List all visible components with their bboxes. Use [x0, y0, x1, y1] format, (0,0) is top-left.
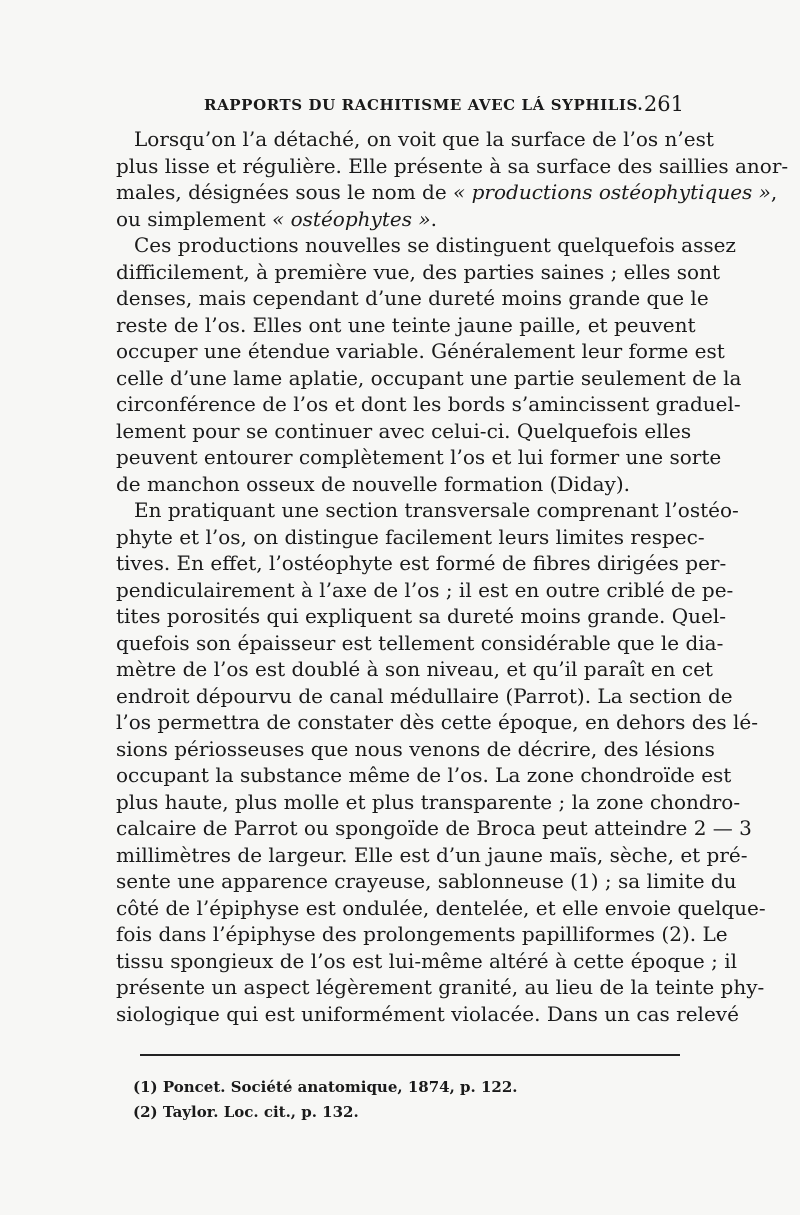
- paragraph-3-line: mètre de l’os est doublé à son niveau, et qu’il paraît en cet: [116, 657, 713, 681]
- paragraph-2-line: lement pour se continuer avec celui-ci. Quelquefois elles: [116, 418, 692, 443]
- osteophytes-term: « ostéophytes »: [272, 206, 431, 231]
- body-text: [116, 126, 789, 1027]
- paragraph-3-line: endroit dépourvu de canal médullaire (Parrot). La section de: [116, 683, 733, 708]
- paragraph-3-line: l’os permettra de constater dès cette époque, en dehors des lé-: [116, 710, 759, 734]
- page-number: 261: [643, 92, 684, 116]
- paragraph-1-line-4: [116, 206, 684, 233]
- footnote-1: (1) Poncet. Société anatomique, 1874, p. 122.: [133, 1078, 518, 1096]
- paragraph-1-line-2: plus lisse et régulière. Elle présente à sa surface des saillies anor-: [116, 153, 789, 178]
- footnote-2: (2) Taylor. Loc. cit., p. 132.: [133, 1103, 359, 1121]
- paragraph-2-line: Ces productions nouvelles se distinguent quelquefois assez: [134, 233, 736, 257]
- paragraph-3-line: calcaire de Parrot ou spongoïde de Broca peut atteindre 2 — 3: [116, 816, 752, 840]
- paragraph-3-line: quefois son épaisseur est tellement considérable que le dia-: [116, 630, 724, 655]
- paragraph-3-line: pendiculairement à l’axe de l’os ; il est en outre criblé de pe-: [116, 577, 734, 602]
- footnote-divider: [140, 1054, 680, 1056]
- footnotes: [133, 1075, 653, 1125]
- paragraph-2-line: occuper une étendue variable. Généralement leur forme est: [116, 339, 725, 363]
- paragraph-3-line: tites porosités qui expliquent sa dureté moins grande. Quel-: [116, 604, 727, 628]
- paragraph-1-line-4-before: ou simplement: [116, 206, 266, 231]
- paragraph-2-line: difficilement, à première vue, des parties saines ; elles sont: [116, 259, 720, 284]
- paragraph-3-line: phyte et l’os, on distingue facilement leurs limites respec-: [116, 524, 705, 549]
- paragraph-3-line: présente un aspect légèrement granité, au lieu de la teinte phy-: [116, 975, 765, 999]
- paragraph-2-line: peuvent entourer complètement l’os et lui former une sorte: [116, 445, 722, 469]
- paragraph-3-line: tissu spongieux de l’os est lui-même altéré à cette époque ; il: [116, 948, 738, 973]
- paragraph-2-line: denses, mais cependant d’une dureté moins grande que le: [116, 286, 709, 310]
- paragraph-1-line-4-after: .: [430, 206, 437, 231]
- paragraph-2-line: circonférence de l’os et dont les bords s’amincissent graduel-: [116, 392, 741, 416]
- paragraph-3-line: fois dans l’épiphyse des prolongements papilliformes (2). Le: [116, 922, 728, 946]
- paragraph-3-line: siologique qui est uniformément violacée. Dans un cas relevé: [116, 1001, 739, 1026]
- productions-osteophytiques-term: « productions ostéophytiques »: [453, 180, 771, 204]
- paragraph-3-line: millimètres de largeur. Elle est d’un jaune maïs, sèche, et pré-: [116, 842, 748, 867]
- paragraph-3-line: En pratiquant une section transversale comprenant l’ostéo-: [134, 498, 739, 522]
- paragraph-3-line: sente une apparence crayeuse, sablonneuse (1) ; sa limite du: [116, 869, 737, 893]
- paragraph-2-line: celle d’une lame aplatie, occupant une partie seulement de la: [116, 365, 742, 390]
- paragraph-1-line-1: Lorsqu’on l’a détaché, on voit que la surface de l’os n’est: [134, 127, 714, 151]
- paragraph-1-line-3-after: ,: [770, 180, 778, 204]
- page-header: [116, 92, 684, 120]
- paragraph-1-line-3-before: males, désignées sous le nom de: [116, 180, 447, 204]
- paragraph-3-line: occupant la substance même de l’os. La zone chondroïde est: [116, 763, 732, 787]
- paragraph-3-line: côté de l’épiphyse est ondulée, dentelée, et elle envoie quelque-: [116, 895, 766, 920]
- paragraph-3-line: sions périosseuses que nous venons de décrire, des lésions: [116, 736, 715, 761]
- paragraph-2-line: de manchon osseux de nouvelle formation (Diday).: [116, 471, 630, 496]
- paragraph-3-line: tives. En effet, l’ostéophyte est formé de fibres dirigées per-: [116, 551, 727, 575]
- running-title: RAPPORTS DU RACHITISME AVEC LÁ SYPHILIS.: [204, 96, 644, 114]
- paragraph-3-line: plus haute, plus molle et plus transparente ; la zone chondro-: [116, 789, 741, 814]
- paragraph-2-line: reste de l’os. Elles ont une teinte jaune paille, et peuvent: [116, 312, 696, 337]
- paragraph-1-line-3: [116, 179, 778, 206]
